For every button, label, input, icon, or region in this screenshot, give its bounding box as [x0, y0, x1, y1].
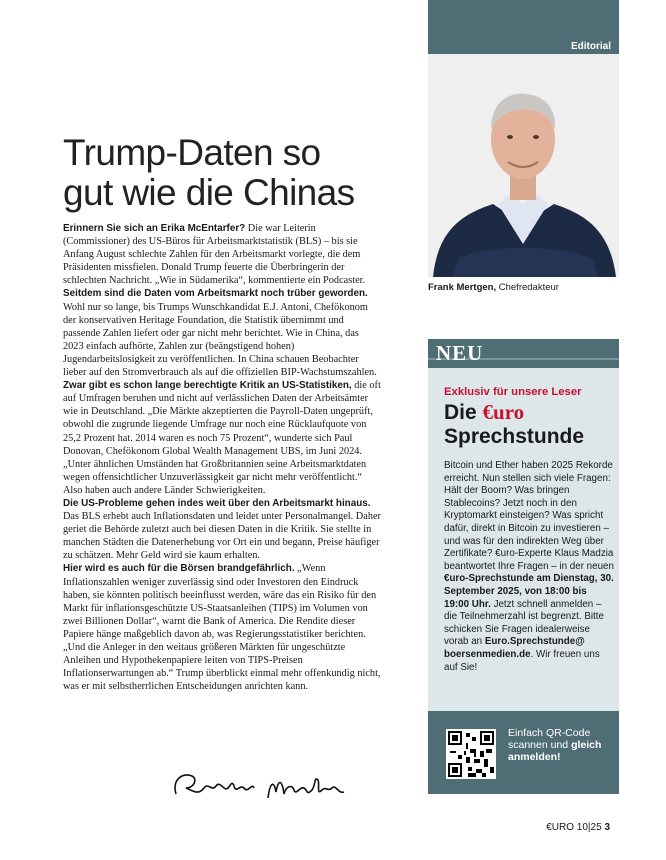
paragraph-text: Die war Leiterin (Commissioner) des US-Büros für Arbeitsmarktstatistik (BLS) – bis sie Anfang August schlechte Zahlen für den Arbeitsmarkt vorlegte, die dem Präsidenten missfielen. Donald Trump feuerte die Überbringerin der schlechten Nachricht. „Wie in Südamerika“, kommentierte ein Podcaster.: [63, 223, 366, 287]
page-title: [63, 133, 403, 213]
caption-name: Frank Mertgen,: [428, 282, 497, 293]
promo-footer: [428, 711, 619, 794]
magazine-issue: €URO 10|25: [546, 822, 602, 833]
qr-text: Einfach QR-Code scannen und: [508, 727, 591, 752]
promo-header: [428, 339, 619, 368]
header-bar: [428, 0, 619, 54]
article-body: [63, 222, 381, 693]
promo-email-link[interactable]: Euro.Sprechstunde@ boersenmedien.de: [444, 636, 585, 660]
promo-badge: NEU: [436, 341, 484, 365]
promo-paragraph: . Wir freuen uns auf Sie!: [444, 648, 600, 673]
paragraph-text: Das BLS erhebt auch Inflationsdaten und leidet unter Personalmangel. Daher geriet die Behörde zuletzt auch bei diesen Daten in die Kritik. Sie stellte in manchen Städten die Datenerhebung vor Ort ein und begann, Preise häufiger zu schätzen. Mehr Geld wird sie kaum erhalten.: [63, 511, 381, 562]
caption-role: Chefredakteur: [496, 282, 559, 293]
promo-kicker: Exklusiv für unsere Leser: [444, 386, 582, 398]
photo-caption: [428, 282, 628, 293]
paragraph-lead: Die US-Probleme gehen indes weit über den Arbeitsmarkt hinaus.: [63, 497, 371, 509]
qr-code[interactable]: [446, 729, 496, 779]
title-line-1: Trump-Daten so: [63, 132, 321, 173]
qr-cta: gleich anmelden!: [508, 739, 602, 764]
paragraph-lead: Erinnern Sie sich an Erika McEntarfer?: [63, 223, 246, 234]
paragraph-text: Wohl nur so lange, bis Trumps Wunschkandidat E.J. Antoni, Chefökonom der konservativen Heritage Foundation, die Statistik übernimmt und passende Zahlen liefert oder gar nicht mehr berichtet. Wie in China, das 2023 einfach aufhörte, Zahlen zur (beängstigend hohen) Jugendarbeitslosigkeit zu veröffentlichen. In China schauen Beobachter lieber auf den Stromverbrauch als auf die offiziellen BIP-Wachstumszahlen.: [63, 301, 377, 379]
author-photo: [428, 54, 619, 277]
qr-instruction: [508, 727, 608, 764]
promo-date: €uro-Sprechstunde am Dienstag, 30. September 2025, von 18:00 bis 19:00 Uhr.: [444, 573, 614, 610]
paragraph-lead: Seitdem sind die Daten vom Arbeitsmarkt noch trüber geworden.: [63, 288, 368, 300]
promo-paragraph: Bitcoin und Ether haben 2025 Rekorde erreicht. Nun stellen sich viele Fragen: Hält der Boom? Was bringen Stablecoins? Jetzt noch in den Kryptomarkt einsteigen? Was spricht dafür, direkt in Bitcoin zu investieren – und was für den indirekten Weg über Zertifikate? €uro-Experte Klaus Madzia beantwortet Ihre Fragen – in der neuen: [444, 460, 614, 572]
promo-paragraph: Jetzt schnell anmelden – die Teilnehmerzahl ist begrenzt. Bitte schicken Sie Fragen idealerweise vorab an: [444, 598, 604, 648]
section-label: Editorial: [570, 41, 611, 52]
title-line-2: gut wie die Chinas: [63, 172, 355, 213]
promo-box: [428, 368, 619, 711]
author-signature: [168, 766, 358, 806]
promo-title: [444, 400, 524, 425]
paragraph-lead: Hier wird es auch für die Börsen brandgefährlich.: [63, 563, 295, 575]
page-footer: [546, 822, 610, 833]
promo-text: [444, 460, 614, 674]
paragraph-text: „Wenn Inflationszahlen weniger zuverlässig sind oder Investoren den Eindruck haben, sie könnten politisch beeinflusst werden, wäre das ein Risiko für den Markt für inflationsgeschützte US-Staatsanleihen (TIPS) im Volumen von zwei Billionen Dollar“, warnt die Bank of America. Die Rendite dieser Papiere hänge maßgeblich davon ab, was Regierungsstatistiker berichten. „Und die Anleger in den weitaus größeren Märkten für ungeschützte Anleihen und Hypothekenpapiere leiten von TIPS-Preisen Inflationserwartungen ab.“ Trump überblickt einmal mehr offenkundig nicht, was er mit selbstherrlichen Entscheidungen anrichten kann.: [63, 563, 381, 693]
promo-title-die: Die: [444, 401, 477, 424]
promo-title-euro: €uro: [482, 400, 525, 424]
page-number: 3: [604, 822, 610, 833]
promo-title-line2: Sprechstunde: [444, 425, 585, 448]
paragraph-text: die oft auf Umfragen beruhen und nicht auf verlässlichen Daten der Arbeitsämter wie in Deutschland. „Die Märkte akzeptierten die Payroll-Daten ungeprüft, obwohl die zugrunde liegende Umfrage nur noch eine Rücklaufquote von 25,2 Prozent hat. 2014 waren es noch 75 Prozent“, wunderte sich Paul Donovan, Chefökonom Global Wealth Management UBS, im Juni 2024. „Unter ähnlichen Umständen hat Großbritannien seine Arbeitsmarktdaten wegen offensichtlicher Unzuverlässigkeit gar nicht mehr veröffentlicht.“ Also haben auch andere Länder Schwierigkeiten.: [63, 380, 381, 496]
paragraph-lead: Zwar gibt es schon lange berechtigte Kritik an US-Statistiken,: [63, 380, 352, 392]
